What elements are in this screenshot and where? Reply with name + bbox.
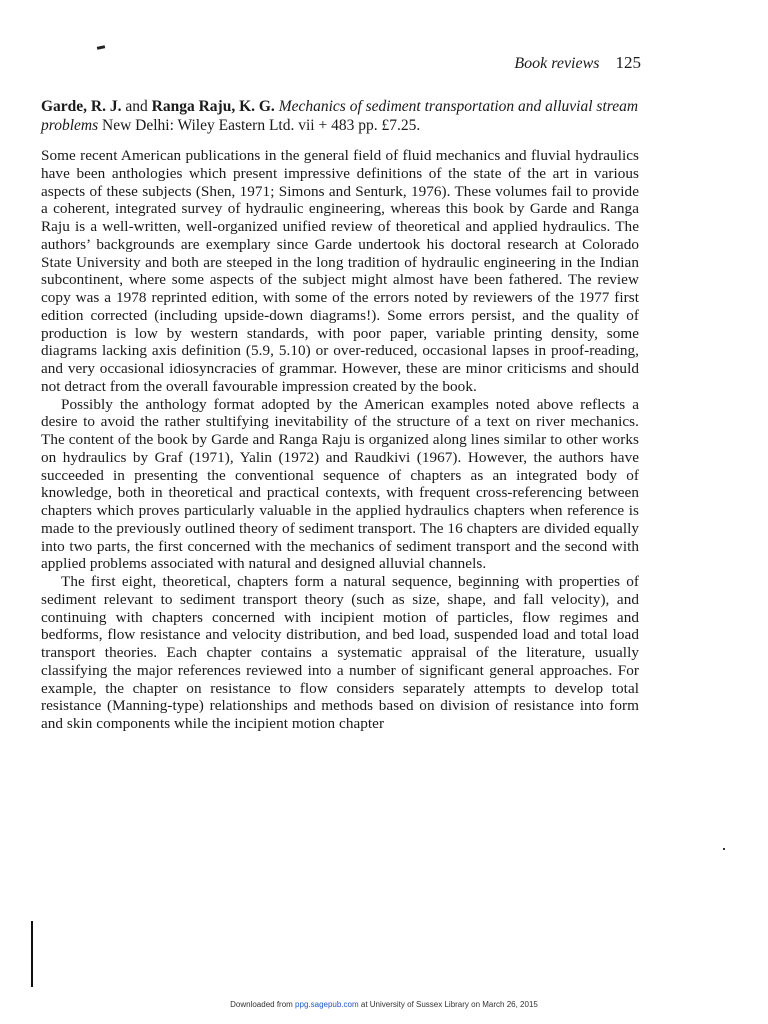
review-author-2: Ranga Raju, K. G. [151, 98, 275, 115]
scan-mark [97, 45, 105, 50]
review-heading [41, 97, 641, 135]
review-author-1: Garde, R. J. [41, 98, 122, 115]
review-book-title: Mechanics of sediment transportation and alluvial stream problems [41, 98, 639, 134]
download-footer [0, 1000, 768, 1009]
running-head-section: Book reviews [514, 55, 600, 72]
body-paragraph-2: Possibly the anthology format adopted by the American examples noted above reflects a desire to avoid the rather stultifying inevitability of the structure of a text on river mechanics. The content of the book by Garde and Ranga Raju is organized along lines similar to other works on hydraulics by Graf (1971), Yalin (1972) and Raudkivi (1967). However, the authors have succeeded in presenting the conventional sequence of chapters as an integrated body of knowledge, both in theoretical and practical contexts, with frequent cross-referencing between chapters which proves particularly valuable in the applied hydraulics chapters when reference is made to the previously outlined theory of sediment transport. The 16 chapters are divided equally into two parts, the first concerned with the mechanics of sediment transport and the second with applied problems associated with natural and designed alluvial channels. [41, 395, 639, 573]
footer-suffix: at University of Sussex Library on March 26, 2015 [358, 1000, 538, 1009]
footer-prefix: Downloaded from [230, 1000, 296, 1009]
review-publication-details: New Delhi: Wiley Eastern Ltd. vii + 483 pp. £7.25. [98, 117, 421, 134]
scan-speck [723, 848, 725, 850]
margin-rule [31, 921, 33, 987]
running-head [400, 52, 641, 75]
page-number: 125 [615, 53, 641, 72]
body-paragraph-1: Some recent American publications in the general field of fluid mechanics and fluvial hydraulics have been anthologies which present impressive definitions of the state of the art in various aspects of these subjects (Shen, 1971; Simons and Senturk, 1976). These volumes fail to provide a coherent, integrated survey of hydraulic engineering, whereas this book by Garde and Ranga Raju is a well-written, well-organized unified review of theoretical and applied hydraulics. The authors’ backgrounds are exemplary since Garde undertook his doctoral research at Colorado State University and both are steeped in the long tradition of hydraulic engineering in the Indian subcontinent, where some aspects of the subject might almost have been fathered. The review copy was a 1978 reprinted edition, with some of the errors noted by reviewers of the 1977 first edition corrected (including upside-down diagrams!). Some errors persist, and the quality of production is low by western standards, with poor paper, variable printing density, some diagrams lacking axis definition (5.9, 5.10) or over-reduced, occasional lapses in proof-reading, and very occasional idiosyncracies of grammar. However, these are minor criticisms and should not detract from the overall favourable impression created by the book. [41, 147, 639, 395]
review-author-conjunction: and [121, 98, 152, 115]
body-paragraph-3: The first eight, theoretical, chapters form a natural sequence, beginning with properties of sediment relevant to sediment transport theory (such as size, shape, and fall velocity), and continuing with chapters concerned with incipient motion of particles, flow regimes and bedforms, flow resistance and velocity distribution, and bed load, suspended load and total load transport theories. Each chapter contains a systematic appraisal of the literature, usually classifying the major references reviewed into a number of significant general approaches. For example, the chapter on resistance to flow considers separately attempts to develop total resistance (Manning-type) relationships and methods based on division of resistance into form and skin components while the incipient motion chapter [41, 573, 639, 732]
footer-source-link[interactable]: ppg.sagepub.com [295, 1000, 359, 1009]
review-body [41, 147, 639, 733]
